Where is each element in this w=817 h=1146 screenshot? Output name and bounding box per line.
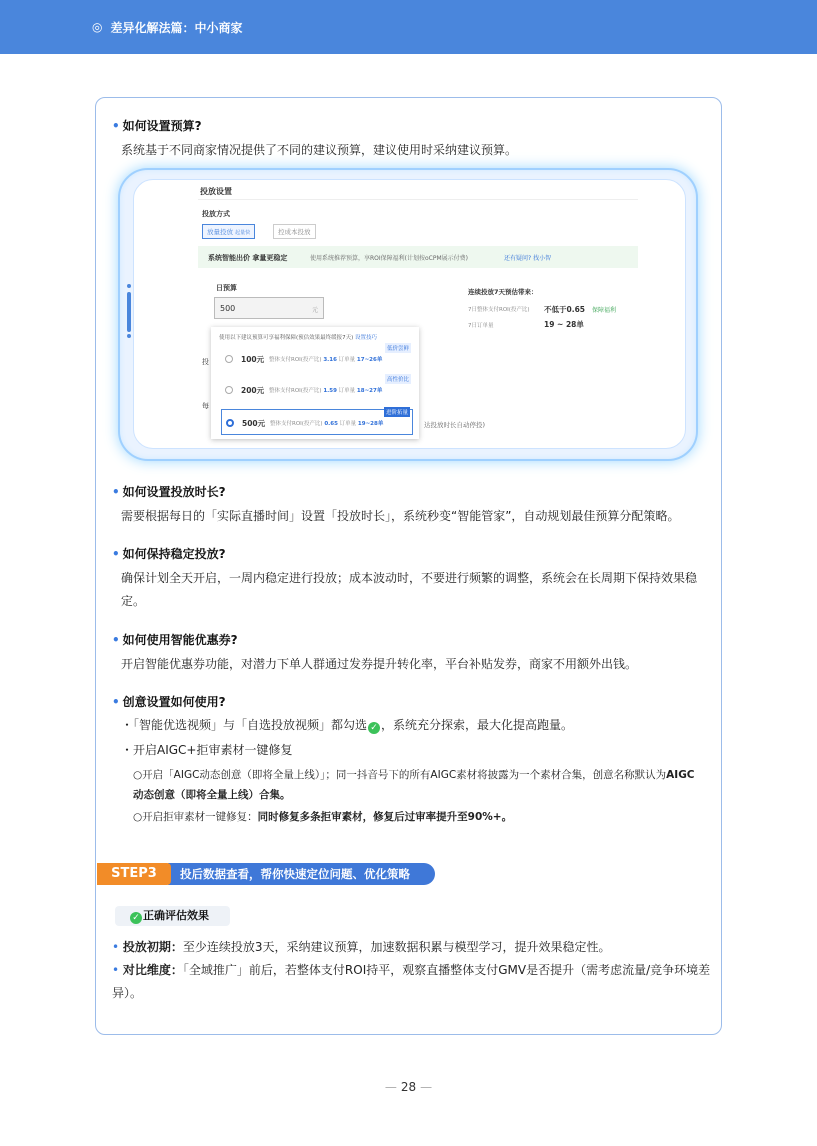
radio-icon[interactable]	[225, 386, 233, 394]
bullet-icon: •	[112, 695, 120, 709]
option-value: 100元	[241, 355, 265, 364]
option-meta	[269, 355, 382, 363]
budget-option-100[interactable]	[221, 346, 413, 372]
bullet-icon: •	[112, 547, 120, 561]
answer-stable: 确保计划全天开启，一周内稳定进行投放；成本波动时，不要进行频繁的调整，系统会在长周期下保持效果稳定。	[121, 571, 698, 608]
option-tag: 低价尝鲜	[385, 343, 411, 353]
mode-label: 投放方式	[202, 210, 230, 218]
option-orders-label: 订单量	[338, 388, 356, 394]
option-value: 500元	[242, 419, 266, 428]
option-orders: 17~26单	[356, 357, 383, 363]
answer-budget: 系统基于不同商家情况提供了不同的建议预算，建议使用时采纳建议预算。	[121, 143, 518, 157]
bid-title: 系统智能出价 拿量更稳定	[208, 254, 288, 262]
question-coupon	[112, 631, 238, 648]
budget-unit: 元	[312, 307, 319, 314]
forecast-orders-label: 7日订单量	[468, 323, 494, 329]
forecast-title: 连续投放7天预估带来：	[468, 288, 538, 296]
step3-title: 投后数据查看，帮你快速定位问题、优化策略	[168, 863, 435, 885]
question-duration	[112, 483, 226, 500]
budget-dropdown	[211, 327, 419, 439]
dash-icon: —	[384, 1080, 397, 1094]
tip-text: 使用以下建议预算可享福利保障(预估效果最终缓报7天)	[219, 335, 354, 341]
tablet-button	[127, 292, 131, 332]
mode-active-button[interactable]	[202, 224, 255, 239]
creative-item-2: ・开启AIGC+拒审素材一键修复	[121, 743, 293, 757]
left-label-1: 投	[202, 358, 209, 366]
option-tag: 进阶拓量	[384, 407, 410, 417]
option-orders-label: 订单量	[338, 357, 356, 363]
page-number: 28	[400, 1080, 417, 1094]
mode-active-label: 放量投放	[207, 228, 233, 236]
answer-coupon: 开启智能优惠券功能，对潜力下单人群通过发券提升转化率，平台补贴发券，商家不用额外出钱。	[121, 657, 638, 671]
option-roi: 0.65	[324, 421, 338, 427]
option-orders: 18~27单	[356, 388, 383, 394]
forecast-badge: 保障福利	[592, 307, 617, 314]
bid-help-link[interactable]: 还有疑问? 找小智	[504, 255, 552, 262]
dropdown-tip	[219, 333, 377, 341]
circle-icon: ◎	[92, 20, 103, 34]
mode-active-tag: 起量快	[235, 230, 251, 236]
page-footer	[0, 1080, 817, 1094]
dash-icon: —	[420, 1080, 433, 1094]
bullet-icon: •	[112, 485, 120, 499]
question-budget	[112, 117, 202, 134]
radio-selected-icon[interactable]	[226, 419, 234, 427]
evaluate-pill-label: 正确评估效果	[143, 909, 209, 922]
tip-link[interactable]: 设置技巧	[355, 335, 378, 341]
budget-label: 日预算	[216, 284, 237, 292]
answer-duration: 需要根据每日的「实际直播时间」设置「投放时长」，系统秒变“智能管家”，自动规划最佳预算分配策略。	[121, 509, 680, 523]
bullet-icon: •	[112, 963, 120, 977]
tablet-sensor-icon	[127, 334, 131, 338]
page-header	[0, 0, 817, 54]
option-roi-label: 整体支付ROI(投产比)	[270, 421, 323, 427]
creative-subitem-2	[133, 807, 703, 827]
forecast-orders-value: 19 ~ 28单	[544, 320, 584, 329]
option-value: 200元	[241, 386, 265, 395]
item-label: 对比维度：	[122, 963, 183, 977]
bid-desc: 使用系统推荐预算，享ROI保障福利(计划按oCPM展示付费)	[310, 255, 468, 262]
item-text-end: ，系统充分探索，最大化提高跑量。	[381, 718, 574, 732]
mode-inactive-button[interactable]: 控成本投放	[273, 224, 316, 239]
option-meta	[269, 386, 382, 394]
creative-item-1	[121, 716, 573, 734]
option-roi-label: 整体支付ROI(投产比)	[269, 357, 322, 363]
item-label: 投放初期：	[122, 940, 183, 954]
bullet-icon: •	[112, 940, 120, 954]
question-text: 如何设置投放时长?	[122, 485, 226, 499]
question-text: 如何设置预算?	[122, 119, 202, 133]
bullet-icon: •	[112, 119, 120, 133]
subitem-text: ○开启「AIGC动态创意（即将全量上线）」；同一抖音号下的所有AIGC素材将披露为一个素材合集，创意名称默认为	[133, 769, 667, 781]
check-icon: ✓	[130, 912, 142, 924]
tablet-camera-icon	[127, 284, 131, 288]
subitem-bold: AIGC动态创意（即将全量上线）合集。	[133, 769, 695, 801]
subitem-text: ○开启拒审素材一键修复：	[133, 811, 258, 823]
budget-option-500[interactable]	[221, 409, 413, 435]
divider	[198, 199, 638, 200]
item-text: ・「智能优选视频」与「自选投放视频」都勾选	[121, 718, 368, 732]
question-stable	[112, 545, 226, 562]
option-meta	[270, 419, 383, 427]
screenshot-title: 投放设置	[200, 187, 232, 196]
budget-option-200[interactable]	[221, 377, 413, 403]
budget-value: 500	[220, 304, 236, 313]
option-orders-label: 订单量	[339, 421, 357, 427]
option-orders: 19~28单	[357, 421, 384, 427]
creative-subitem-1	[133, 765, 703, 805]
question-creative	[112, 693, 226, 710]
budget-settings-screenshot	[186, 181, 638, 447]
evaluate-item-2	[112, 959, 712, 1005]
option-roi: 1.59	[323, 388, 337, 394]
check-icon: ✓	[368, 722, 380, 734]
forecast-roi-value: 不低于0.65	[544, 305, 586, 314]
subitem-bold: 同时修复多条拒审素材，修复后过审率提升至90%+。	[257, 811, 513, 823]
step3-badge: STEP3	[97, 863, 171, 885]
forecast-roi-label: 7日整体支付ROI(投产比)	[468, 307, 530, 313]
option-roi: 3.16	[323, 357, 337, 363]
radio-icon[interactable]	[225, 355, 233, 363]
left-label-2: 每	[202, 402, 209, 410]
question-text: 创意设置如何使用?	[122, 695, 226, 709]
bottom-hint: 达投放时长自动停投)	[424, 421, 486, 429]
evaluate-pill	[115, 906, 230, 926]
bullet-icon: •	[112, 633, 120, 647]
question-text: 如何保持稳定投放?	[122, 547, 226, 561]
item-text: 「全域推广」前后，若整体支付ROI持平，观察直播整体支付GMV是否提升（需考虑流量/竞争环境差异）。	[112, 963, 711, 1000]
question-text: 如何使用智能优惠券?	[122, 633, 238, 647]
option-roi-label: 整体支付ROI(投产比)	[269, 388, 322, 394]
item-text: 至少连续投放3天，采纳建议预算，加速数据积累与模型学习，提升效果稳定性。	[182, 940, 611, 954]
evaluate-item-1	[112, 936, 712, 959]
option-tag: 高性价比	[385, 374, 411, 384]
header-title: 差异化解法篇：中小商家	[110, 20, 243, 35]
